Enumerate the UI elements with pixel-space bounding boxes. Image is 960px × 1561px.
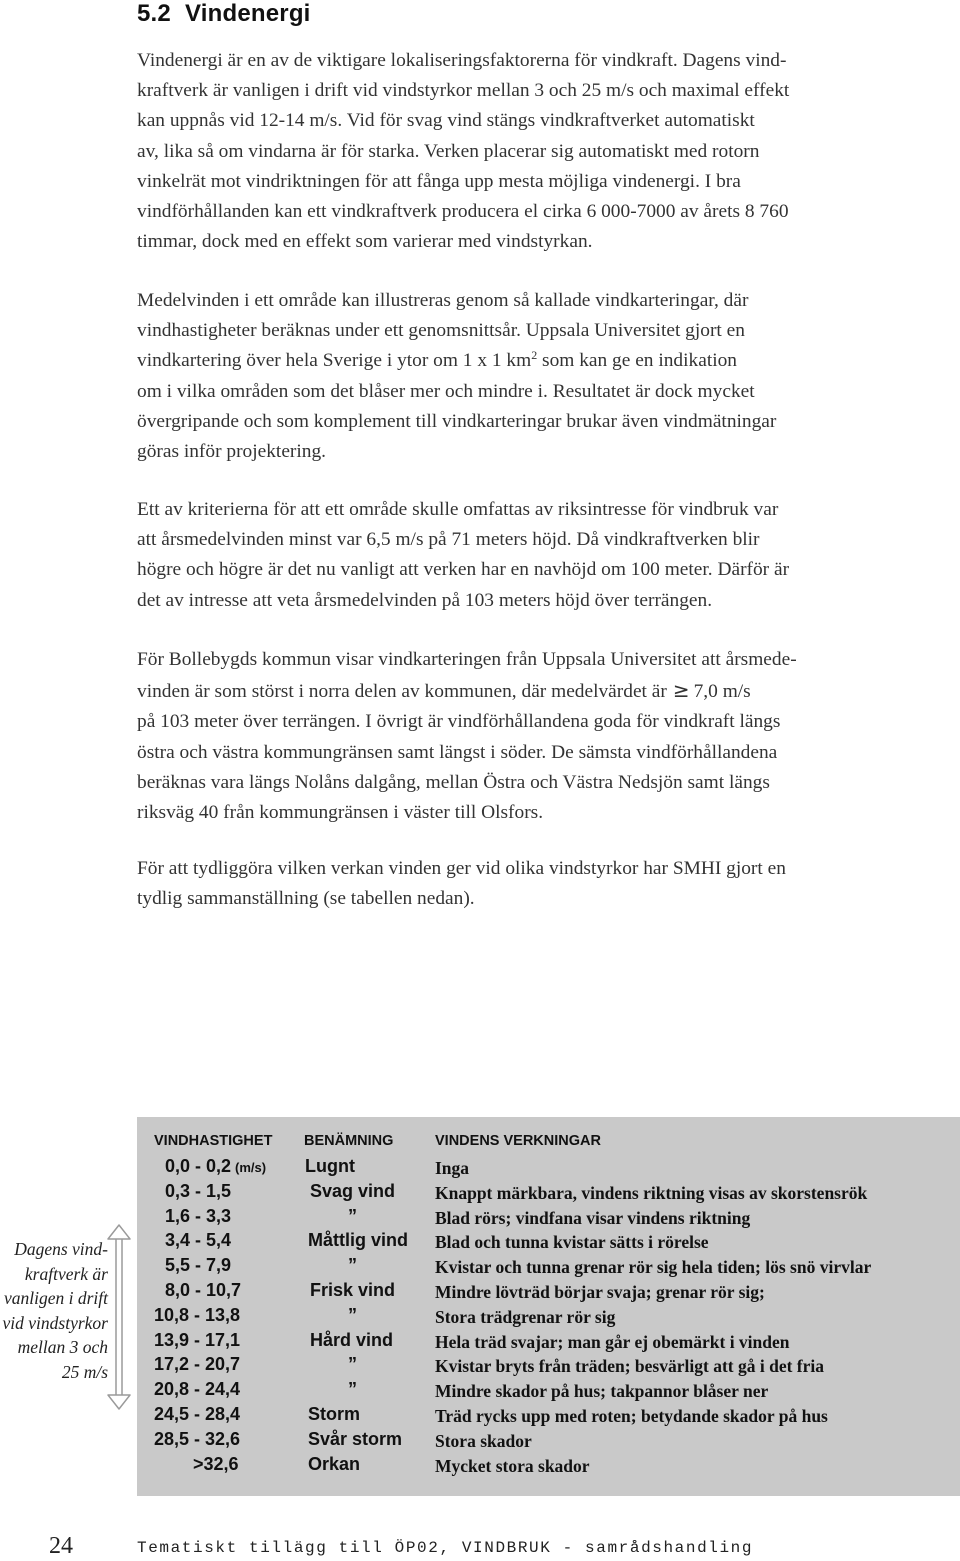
- superscript: 2: [531, 348, 538, 363]
- speed-value: 0,0 - 0,2: [165, 1156, 232, 1176]
- cell-speed: 20,8 - 24,4: [154, 1379, 241, 1399]
- text-line: att årsmedelvinden minst var 6,5 m/s på 71 meters höjd. Då vindkraftverken blir: [137, 529, 760, 551]
- cell-name: Hård vind: [310, 1330, 394, 1350]
- cell-speed: >32,6: [193, 1454, 239, 1474]
- text-line: tydlig sammanställning (se tabellen nedan).: [137, 888, 475, 910]
- header-name: BENÄMNING: [304, 1133, 394, 1149]
- section-title: Vindenergi: [184, 0, 311, 27]
- cell-speed: 24,5 - 28,4: [154, 1404, 241, 1424]
- text-fragment: 7,0 m/s: [693, 681, 751, 703]
- cell-effect: Kvistar och tunna grenar rör sig hela tiden; lös snö virvlar: [435, 1257, 872, 1277]
- text-line: östra och västra kommungränsen samt längst i söder. De sämsta vindförhållandena: [137, 741, 778, 763]
- paragraph-1: [137, 46, 960, 257]
- page-number: 24: [49, 1533, 73, 1559]
- paragraph-5: [137, 854, 960, 914]
- cell-effect: Blad och tunna kvistar sätts i rörelse: [435, 1232, 709, 1252]
- text-line: övergripande och som komplement till vindkarteringar brukar även vindmätningar: [137, 410, 777, 432]
- table-row: [137, 1377, 960, 1402]
- cell-speed: 0,3 - 1,5: [165, 1181, 232, 1201]
- speed-unit: (m/s): [235, 1160, 267, 1175]
- text-fragment: som kan ge en indikation: [537, 350, 737, 372]
- text-fragment: vinden är som störst i norra delen av kommunen, där medelvärdet är: [137, 681, 667, 703]
- text-line: göras inför projektering.: [137, 441, 327, 463]
- cell-name: ”: [348, 1305, 357, 1325]
- cell-speed: 10,8 - 13,8: [154, 1305, 241, 1325]
- cell-name: Orkan: [308, 1454, 361, 1474]
- footer-text: Tematiskt tillägg till ÖP02, VINDBRUK - samrådshandling: [137, 1539, 754, 1557]
- cell-name: Storm: [308, 1404, 361, 1424]
- text-line: vindförhållanden kan ett vindkraftverk producera el cirka 6 000-7000 av årets 8 760: [137, 201, 789, 223]
- text-line: vinkelrät mot vindriktningen för att fånga upp mesta möjliga vindenergi. I bra: [137, 170, 741, 192]
- table-row: [137, 1303, 960, 1328]
- section-number: 5.2: [137, 0, 171, 27]
- cell-effect: Mindre lövträd börjar svaja; grenar rör sig;: [435, 1282, 765, 1302]
- text-line: om i vilka områden som det blåser mer och mindre i. Resultatet är dock mycket: [137, 380, 755, 402]
- text-line: kan uppnås vid 12-14 m/s. Vid för svag vind stängs vindkraftverket automatiskt: [137, 110, 755, 132]
- cell-name: Svår storm: [308, 1429, 403, 1449]
- cell-speed: 17,2 - 20,7: [154, 1354, 241, 1374]
- paragraph-4: [137, 645, 960, 828]
- cell-name: ”: [348, 1255, 357, 1275]
- text-line: kraftverk är vanligen i drift vid vindstyrkor mellan 3 och 25 m/s och maximal effekt: [137, 80, 790, 102]
- table-row: [137, 1328, 960, 1353]
- table-row: [137, 1179, 960, 1204]
- wind-scale-table: [137, 1117, 960, 1496]
- table-row: [137, 1154, 960, 1179]
- side-note-line: mellan 3 och: [17, 1337, 108, 1358]
- text-line: beräknas vara längs Nolåns dalgång, mellan Östra och Västra Nedsjön samt längs: [137, 771, 770, 793]
- text-line-ge: [137, 675, 960, 707]
- cell-name: ”: [348, 1379, 357, 1399]
- section-heading: [137, 0, 311, 28]
- cell-effect: Blad rörs; vindfana visar vindens riktning: [435, 1208, 751, 1228]
- table-row: [137, 1253, 960, 1278]
- cell-speed: 8,0 - 10,7: [165, 1280, 242, 1300]
- cell-name: Svag vind: [310, 1181, 396, 1201]
- text-line-km: [137, 346, 960, 376]
- cell-speed: 28,5 - 32,6: [154, 1429, 241, 1449]
- side-note-line: Dagens vind-: [14, 1239, 108, 1259]
- side-note-line: 25 m/s: [61, 1361, 108, 1382]
- text-line: För att tydliggöra vilken verkan vinden ger vid olika vindstyrkor har SMHI gjort en: [137, 858, 786, 879]
- text-line: riksväg 40 från kommungränsen i väster till Olsfors.: [137, 802, 544, 824]
- cell-name: Lugnt: [305, 1156, 355, 1176]
- text-line: Ett av kriterierna för att ett område skulle omfattas av riksintresse för vindbruk var: [137, 499, 779, 520]
- double-arrow-icon: [106, 1224, 132, 1410]
- cell-effect: Mycket stora skador: [435, 1456, 590, 1476]
- cell-speed: [165, 1154, 266, 1180]
- table-row: [137, 1402, 960, 1427]
- text-fragment: vindkartering över hela Sverige i ytor om 1 x 1 km: [137, 350, 532, 372]
- text-line: Medelvinden i ett område kan illustreras genom så kallade vindkarteringar, där: [137, 290, 749, 311]
- cell-effect: Stora skador: [435, 1431, 532, 1451]
- side-note-line: kraftverk är: [24, 1263, 108, 1284]
- cell-effect: Knappt märkbara, vindens riktning visas av skorstensrök: [435, 1183, 868, 1203]
- text-line: det av intresse att veta årsmedelvinden på 103 meters höjd över terrängen.: [137, 589, 713, 611]
- cell-name: ”: [348, 1354, 357, 1374]
- side-note: [0, 1237, 108, 1385]
- text-line: För Bollebygds kommun visar vindkarteringen från Uppsala Universitet att årsmede-: [137, 649, 797, 670]
- table-row: [137, 1204, 960, 1229]
- cell-effect: Stora trädgrenar rör sig: [435, 1307, 616, 1327]
- cell-speed: 3,4 - 5,4: [165, 1230, 232, 1250]
- table-row: [137, 1452, 960, 1477]
- text-line: på 103 meter över terrängen. I övrigt är vindförhållandena goda för vindkraft längs: [137, 711, 781, 733]
- table-row: [137, 1427, 960, 1452]
- header-speed: VINDHASTIGHET: [154, 1133, 273, 1149]
- text-line: Vindenergi är en av de viktigare lokaliseringsfaktorerna för vindkraft. Dagens vind-: [137, 50, 787, 71]
- text-line: timmar, dock med en effekt som varierar med vindstyrkan.: [137, 231, 593, 253]
- cell-speed: 1,6 - 3,3: [165, 1206, 232, 1226]
- table-row: [137, 1352, 960, 1377]
- cell-speed: 13,9 - 17,1: [154, 1330, 241, 1350]
- cell-name: Måttlig vind: [308, 1230, 408, 1250]
- text-line: högre och högre är det nu vanligt att verken har en navhöjd om 100 meter. Därför är: [137, 559, 790, 581]
- text-line: vindhastigheter beräknas under ett genomsnittsår. Uppsala Universitet gjort en: [137, 320, 745, 342]
- side-note-line: vanligen i drift: [3, 1288, 108, 1309]
- cell-effect: Hela träd svajar; man går ej obemärkt i vinden: [435, 1332, 790, 1352]
- cell-effect: Träd rycks upp med roten; betydande skador på hus: [435, 1406, 828, 1426]
- table-row: [137, 1228, 960, 1253]
- greater-equal-symbol: ≥: [672, 678, 690, 703]
- cell-effect: Kvistar bryts från träden; besvärligt att gå i det fria: [435, 1356, 824, 1376]
- cell-effect: Inga: [435, 1158, 470, 1178]
- cell-speed: 5,5 - 7,9: [165, 1255, 232, 1275]
- side-note-line: vid vindstyrkor: [2, 1312, 108, 1333]
- paragraph-3: [137, 495, 960, 616]
- cell-name: Frisk vind: [310, 1280, 396, 1300]
- table-row: [137, 1278, 960, 1303]
- cell-name: ”: [348, 1206, 357, 1226]
- header-effect: VINDENS VERKNINGAR: [435, 1133, 601, 1149]
- paragraph-2: [137, 286, 960, 467]
- cell-effect: Mindre skador på hus; takpannor blåser ner: [435, 1381, 769, 1401]
- text-line: av, lika så om vindarna är för starka. Verken placerar sig automatiskt med rotorn: [137, 140, 760, 162]
